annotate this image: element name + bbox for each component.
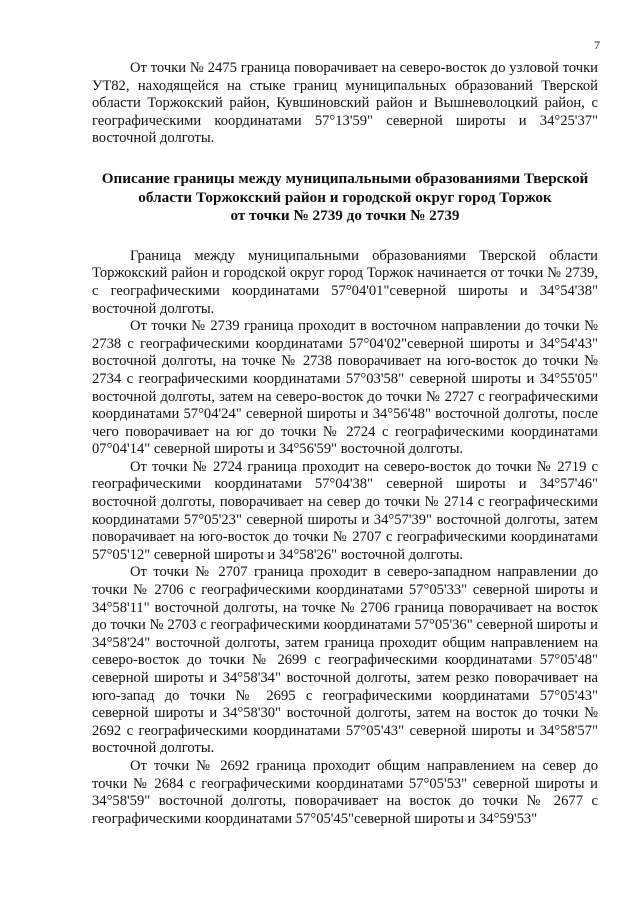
document-body [92, 60, 598, 828]
paragraph: От точки № 2724 граница проходит на северо-восток до точки № 2719 с географическими координатами 57°04'38" северной широты и 34°57'46" восточной долготы, поворачивает на север до точки № 2714 с географическими координатами 57°05'23" северной широты и 34°57'39" восточной долготы, затем поворачивает на юго-восток до точки № 2707 с географическими координатами 57°05'12" северной широты и 34°58'26" восточной долготы. [92, 458, 598, 563]
section-heading-line: области Торжокский район и городской округ город Торжок [138, 188, 552, 206]
paragraph: От точки № 2692 граница проходит общим направлением на север до точки № 2684 с географическими координатами 57°05'53" северной широты и 34°58'59" восточной долготы, поворачивает на восток до точки № 2677 с географическими координатами 57°05'45"северной широты и 34°59'53" [92, 757, 598, 827]
page-number: 7 [594, 38, 600, 52]
section-heading [92, 170, 598, 226]
paragraph-intro: От точки № 2475 граница поворачивает на северо-восток до узловой точки УТ82, находящейся на стыке границ муниципальных образований Тверской области Торжокский район, Кувшиновский район и Вышневолоцкий район, с географическими координатами 57°13'59" северной широты и 34°25'37" восточной долготы. [92, 60, 598, 147]
paragraph: Граница между муниципальными образованиями Тверской области Торжокский район и городской округ город Торжок начинается от точки № 2739, с географическими координатами 57°04'01"северной широты и 34°54'38" восточной долготы. [92, 247, 598, 317]
paragraph: От точки № 2707 граница проходит в северо-западном направлении до точки № 2706 с географическими координатами 57°05'33" северной широты и 34°58'11" восточной долготы, на точке № 2706 граница поворачивает на восток до точки № 2703 с географическими координатами 57°05'36" северной широты и 34°58'24" восточной долготы, затем граница проходит общим направлением на северо-восток до точки № 2699 с географическими координатами 57°05'48" северной широты и 34°58'34" восточной долготы, затем резко поворачивает на юго-запад до точки № 2695 с географическими координатами 57°05'43" северной широты и 34°58'30" восточной долготы, затем на восток до точки № 2692 с географическими координатами 57°05'43" северной широты и 34°58'57" восточной долготы. [92, 564, 598, 757]
section-heading-line: от точки № 2739 до точки № 2739 [230, 207, 460, 225]
paragraph: От точки № 2739 граница проходит в восточном направлении до точки № 2738 с географическими координатами 57°04'02"северной широты и 34°54'43" восточной долготы, на точке № 2738 поворачивает на юго-восток до точки № 2734 с географическими координатами 57°03'58" северной широты и 34°55'05" восточной долготы, затем на северо-восток до точки № 2727 с географическими координатами 57°04'24" северной широты и 34°56'48" восточной долготы, после чего поворачивает на юг до точки № 2724 с географическими координатами 07°04'14" северной широты и 34°56'59" восточной долготы. [92, 318, 598, 458]
section-heading-line: Описание границы между муниципальными образованиями Тверской [101, 169, 589, 187]
